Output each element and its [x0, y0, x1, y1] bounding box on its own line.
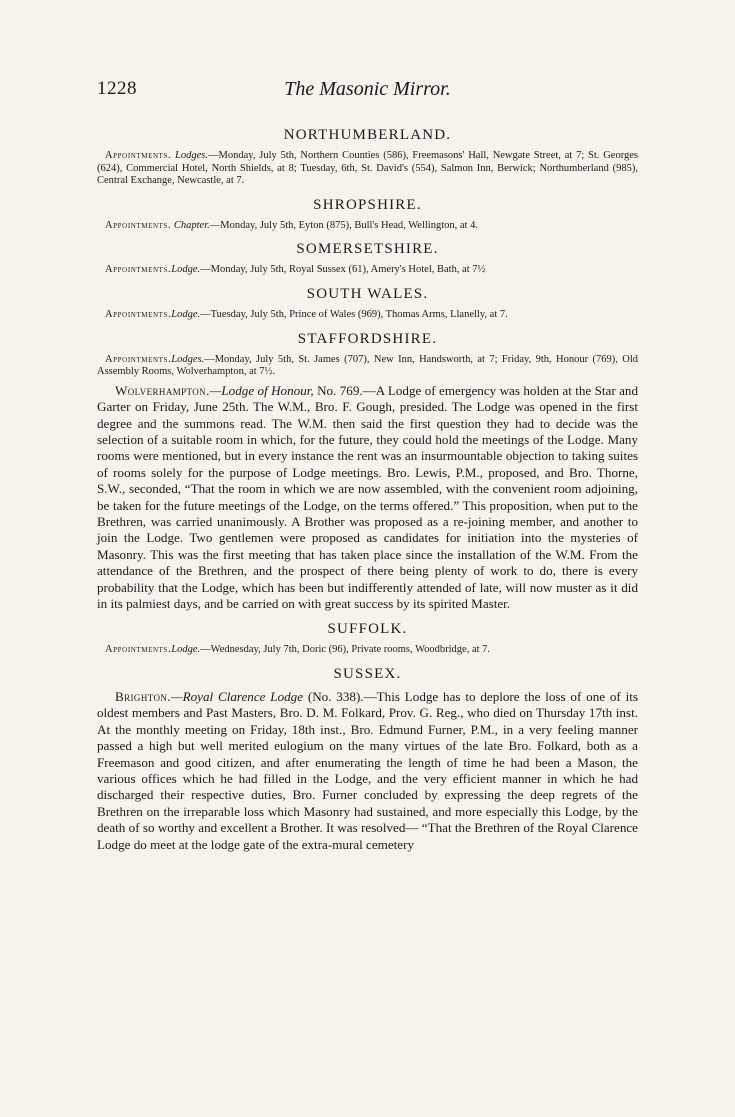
report-place: Brighton.	[115, 689, 171, 705]
appointments-label: Appointments.	[105, 219, 172, 231]
section-heading: SHROPSHIRE.	[313, 196, 422, 213]
appointments-label: Appointments.	[105, 644, 172, 656]
appointments-label: Appointments.	[105, 308, 172, 320]
appointments-paragraph	[97, 264, 638, 277]
appointments-text: —Tuesday, July 5th, Prince of Wales (969), Thomas Arms, Llanelly, at 7.	[200, 308, 508, 320]
appointments-paragraph	[97, 220, 638, 233]
section-heading: SUFFOLK.	[327, 621, 408, 638]
section-heading: SOUTH WALES.	[306, 285, 429, 302]
running-head	[97, 78, 638, 102]
appointments-text: —Monday, July 5th, St. James (707), New Inn, Handsworth, at 7; Friday, 9th, Honour (769), Old Assembly Rooms, Wolverhampton, at 7½.	[97, 353, 638, 378]
page-number: 1228	[97, 78, 137, 99]
appointments-kind: Lodge.	[171, 644, 201, 656]
report-place: Wolverhampton.	[115, 382, 210, 398]
appointments-label: Appointments.	[105, 264, 172, 276]
section-heading: STAFFORDSHIRE.	[297, 330, 438, 347]
section-somersetshire	[97, 242, 638, 277]
section-heading: SUSSEX.	[333, 666, 402, 683]
appointments-paragraph	[97, 354, 638, 379]
report-lodge-name: —Royal Clarence Lodge	[170, 689, 304, 705]
appointments-kind: Lodge.	[171, 308, 201, 320]
appointments-paragraph	[97, 644, 638, 657]
lodge-report	[97, 383, 638, 613]
section-sussex	[97, 667, 638, 853]
report-lodge-name: —Lodge of Honour,	[209, 382, 314, 398]
page	[97, 78, 638, 863]
section-suffolk	[97, 622, 638, 657]
lodge-report	[97, 689, 638, 853]
section-heading: NORTHUMBERLAND.	[283, 127, 452, 143]
section-northumberland	[97, 128, 638, 188]
appointments-kind: Lodge.	[171, 264, 201, 276]
appointments-paragraph	[97, 309, 638, 322]
journal-title: The Masonic Mirror.	[284, 78, 451, 100]
report-text: (No. 338).—This Lodge has to deplore the loss of one of its oldest members and Past Masters, Bro. D. M. Folkard, Prov. G. Reg., who died on Thursday 17th inst. At the monthly meeting on Friday, 18th inst., Bro. Edmund Furner, P.M., in a very feeling manner passed a high but well merited eulogium on the many virtues of the late Bro. Folkard, both as a Freemason and good citizen, and after enumerating the length of time he had been a Mason, the various offices which he had filled in the Lodge, and the very efficient manner in which he had discharged their respective duties, Bro. Furner concluded by expressing the deep regrets of the Brethren on the irreparable loss which Masonry had sustained, and more especially this Lodge, by the death of so worthy and excellent a Brother. It was resolved— “That the Brethren of the Royal Clarence Lodge do meet at the lodge gate of the extra-mural cemetery	[97, 689, 638, 852]
appointments-text: —Monday, July 5th, Eyton (875), Bull's Head, Wellington, at 4.	[209, 219, 478, 231]
appointments-text: —Monday, July 5th, Northern Counties (586), Freemasons' Hall, Newgate Street, at 7; St. Georges (624), Commercial Hotel, North Shields, at 8; Tuesday, 6th, St. David's (554), Salmon Inn, Berwick; Northumberland (985), Central Exchange, Newcastle, at 7.	[97, 150, 638, 187]
report-text: No. 769.—A Lodge of emergency was holden at the Star and Garter on Friday, June 25th. The W.M., Bro. F. Gough, presided. The Lodge was opened in the first degree and the summons read. The W.M. then said the first question they had to decide was the selection of a suitable room in which, for the future, they could hold the meetings of the Lodge. Many rooms were mentioned, but in every instance the rent was an insurmountable objection to taking suites of rooms solely for the purpose of Lodge meetings. Bro. Lewis, P.M., proposed, and Bro. Thorne, S.W., seconded, “That the room in which we are now assembled, with the convenient room adjoining, be taken for the future meetings of the Lodge, on the terms offered.” This proposition, when put to the Brethren, was carried unanimously. A Brother was proposed as a re-joining member, and another to join the Lodge. Two gentlemen were proposed as candidates for initiation into the mysteries of Masonry. This was the first meeting that has taken place since the installation of the W.M. From the attendance of the Brethren, and the prospect of there being plenty of work to do, there is every probability that the Lodge, which has been but indifferently attended of late, will now muster as it did in its palmiest days, and be carried on with great success by its spirited Master.	[97, 382, 639, 612]
section-staffordshire	[97, 332, 638, 613]
appointments-kind: Lodges.	[171, 353, 205, 365]
appointments-text: —Wednesday, July 7th, Doric (96), Private rooms, Woodbridge, at 7.	[200, 644, 491, 656]
appointments-kind: Lodges.	[175, 150, 209, 161]
section-heading: SOMERSETSHIRE.	[296, 241, 439, 258]
appointments-kind: Chapter.	[173, 219, 210, 231]
section-shropshire	[97, 198, 638, 233]
appointments-label: Appointments.	[105, 353, 172, 365]
appointments-text: —Monday, July 5th, Royal Sussex (61), Amery's Hotel, Bath, at 7½	[200, 264, 486, 276]
appointments-label: Appointments.	[105, 150, 172, 161]
section-south-wales	[97, 287, 638, 322]
appointments-paragraph	[97, 150, 638, 188]
